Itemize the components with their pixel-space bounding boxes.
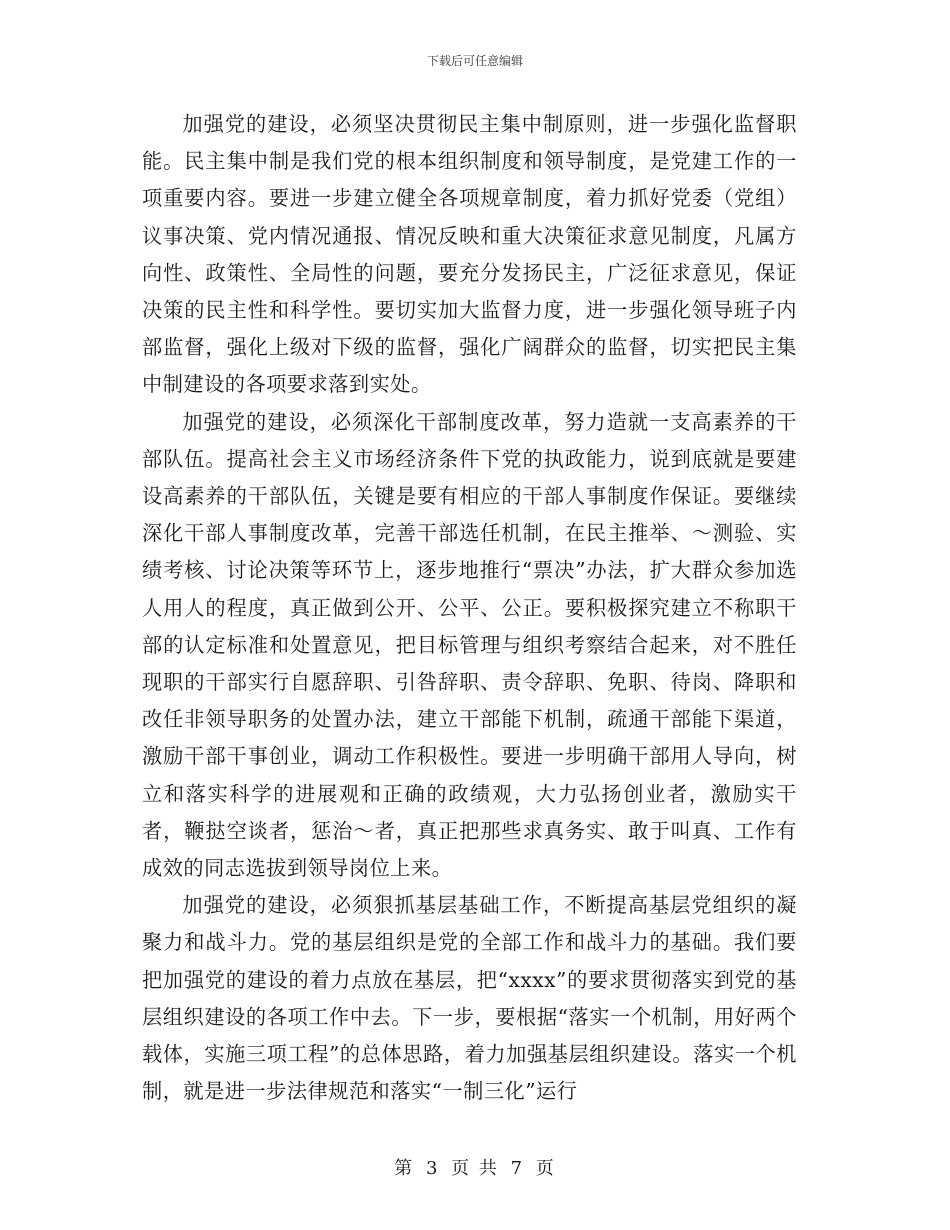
paragraph-2: 加强党的建设，必须深化干部制度改革，努力造就一支高素养的干部队伍。提高社会主义市场经济条件下党的执政能力，说到底就是要建设高素养的干部队伍，关键是要有相应的干部人事制度作保证。要继续深化干部人事制度改革，完善干部选任机制，在民主推举、～测验、实绩考核、讨论决策等环节上，逐步地推行“票决”办法，扩大群众参加选人用人的程度，真正做到公开、公平、公正。要积极探究建立不称职干部的认定标准和处置意见，把目标管理与组织考察结合起来，对不胜任现职的干部实行自愿辞职、引咎辞职、责令辞职、免职、待岗、降职和改任非领导职务的处置办法，建立干部能下机制，疏通干部能下渠道，激励干部干事创业，调动工作积极性。要进一步明确干部用人导向，树立和落实科学的进展观和正确的政绩观，大力弘扬创业者，激励实干者，鞭挞空谈者，惩治～者，真正把那些求真务实、敢于叫真、工作有成效的同志选拔到领导岗位上来。 [142,409,797,881]
footer-middle: 页 共 [451,1158,499,1179]
footer-current-page: 3 [425,1158,440,1179]
page-footer [0,1154,950,1180]
page-header: 下载后可任意编辑 [426,54,523,68]
document-body [142,106,797,1110]
paragraph-3: 加强党的建设，必须狠抓基层基础工作，不断提高基层党组织的凝聚力和战斗力。党的基层组织是党的全部工作和战斗力的基础。我们要把加强党的建设的着力点放在基层，把“xxxx”的要求贯彻落实到党的基层组织建设的各项工作中去。下一步，要根据“落实一个机制，用好两个载体，实施三项工程”的总体思路，着力加强基层组织建设。落实一个机制，就是进一步法律规范和落实“一制三化”运行 [142,893,797,1104]
footer-suffix: 页 [535,1158,556,1179]
footer-prefix: 第 [394,1158,415,1179]
footer-total-pages: 7 [510,1158,525,1179]
paragraph-1: 加强党的建设，必须坚决贯彻民主集中制原则，进一步强化监督职能。民主集中制是我们党的根本组织制度和领导制度，是党建工作的一项重要内容。要进一步建立健全各项规章制度，着力抓好党委（党组）议事决策、党内情况通报、情况反映和重大决策征求意见制度，凡属方向性、政策性、全局性的问题，要充分发扬民主，广泛征求意见，保证决策的民主性和科学性。要切实加大监督力度，进一步强化领导班子内部监督，强化上级对下级的监督，强化广阔群众的监督，切实把民主集中制建设的各项要求落到实处。 [142,112,797,397]
